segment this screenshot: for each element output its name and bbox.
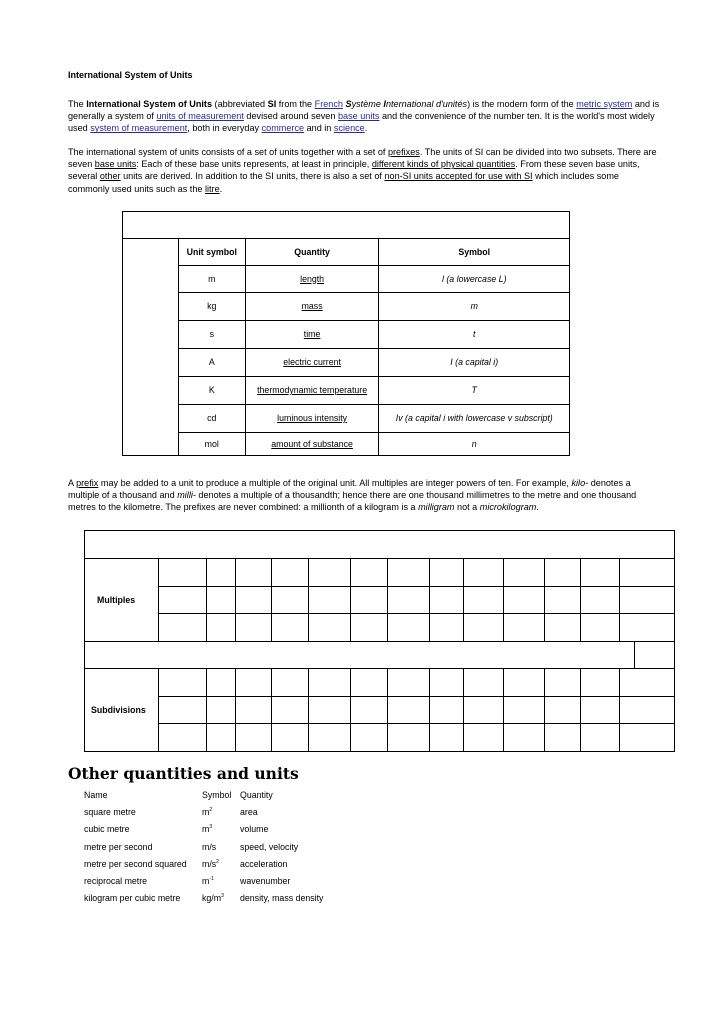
symbol-cell: n — [379, 433, 570, 456]
units-table-blank-row — [123, 212, 570, 239]
quantity-link[interactable]: luminous intensity — [277, 413, 348, 423]
header-quantity: Quantity — [240, 789, 273, 800]
link-base-units[interactable]: base units — [337, 111, 380, 122]
header-name: Name — [84, 789, 108, 800]
unit-cell: A — [178, 349, 245, 377]
quantity-link[interactable]: electric current — [283, 357, 341, 367]
table-row — [123, 377, 570, 405]
unit-cell: cd — [178, 405, 245, 433]
prefix-table-blank-row — [85, 531, 675, 559]
quantity-link[interactable]: mass — [301, 301, 323, 311]
link-system-of-measurement[interactable]: system of measurement — [90, 123, 188, 134]
link-commerce[interactable]: commerce — [261, 123, 305, 134]
quantity-cell: speed, velocity — [240, 841, 299, 852]
document-title: International System of Units — [68, 70, 193, 80]
quantity-cell: density, mass density — [240, 893, 324, 904]
units-table-blank-column — [123, 239, 179, 456]
unit-cell: K — [178, 377, 245, 405]
symbol-cell: $m/s^2$ — [202, 858, 219, 869]
quantity-cell[interactable] — [245, 377, 379, 405]
symbol-cell: $m^{-1}$ — [202, 876, 214, 887]
link-prefixes[interactable]: prefixes — [387, 147, 420, 157]
symbol-cell: $m^3$ — [202, 824, 213, 835]
unit-cell: s — [178, 321, 245, 349]
subdivisions-label: Subdivisions — [85, 669, 159, 752]
symbol-cell: $kg/m^3$ — [202, 893, 224, 904]
quantity-link[interactable]: time — [303, 329, 321, 339]
link-physical-quantities[interactable]: different kinds of physical quantities — [371, 159, 516, 170]
table-row — [123, 405, 570, 433]
name-cell: square metre — [84, 806, 136, 817]
prefix-table-divider-row — [85, 642, 635, 669]
symbol-cell: $m^2$ — [202, 806, 213, 817]
quantity-cell[interactable] — [245, 433, 379, 456]
table-row — [123, 349, 570, 377]
table-row — [123, 321, 570, 349]
prefix-paragraph: A prefix may be added to a unit to produce a multiple of the original unit. All multiples are integer powers of ten. For example, kilo- denotes a multiple of a thousand and milli- denotes a multiple of a thousandth; hence there are one thousand millimetres to the metre and one thousand metres to the kilometre. The prefixes are never combined: a millionth of a kilogram is a milligram not a microkilogram. — [68, 478, 637, 513]
name-cell: kilogram per cubic metre — [84, 893, 181, 904]
table-row — [123, 266, 570, 293]
table-row — [80, 890, 346, 907]
table-row — [80, 786, 346, 803]
symbol-cell: t — [379, 321, 570, 349]
header-symbol: Symbol — [379, 239, 570, 266]
quantity-cell[interactable] — [245, 293, 379, 321]
quantity-link[interactable]: length — [300, 273, 325, 284]
table-row — [80, 838, 346, 855]
link-units-of-measurement[interactable]: units of measurement — [156, 111, 244, 122]
name-cell: metre per second — [84, 841, 153, 852]
prefix-table — [84, 530, 675, 752]
symbol-cell: T — [379, 377, 570, 405]
header-quantity: Quantity — [245, 239, 379, 266]
multiples-label: Multiples — [85, 559, 159, 642]
table-row — [80, 821, 346, 838]
link-prefix[interactable]: prefix — [76, 478, 99, 488]
quantity-link[interactable]: amount of substance — [271, 438, 353, 449]
quantity-cell: acceleration — [240, 858, 288, 869]
quantity-link[interactable]: thermodynamic temperature — [257, 385, 368, 395]
quantity-cell[interactable] — [245, 405, 379, 433]
header-unit-symbol: Unit symbol — [178, 239, 245, 266]
units-paragraph: The international system of units consists of a set of units together with a set of prefixes. The units of SI can be divided into two subsets. There are seven base units: Each of these base units represents, at least in principle, different kinds of physical quantities. From these seven base units, several other units are derived. In addition to the SI units, there is also a set of non-SI units accepted for use with SI which includes some commonly used units such as the litre. — [68, 147, 657, 194]
link-other-units[interactable]: other — [99, 171, 121, 182]
link-french[interactable]: French — [314, 99, 343, 109]
unit-cell: m — [178, 266, 245, 293]
table-row — [123, 293, 570, 321]
intro-paragraph: The International System of Units (abbreviated SI from the French Système International d'unités) is the modern form of the metric system and is generally a system of units of measurement devised around seven base units and the convenience of the number ten. It is the world's most widely used system of measurement, both in everyday commerce and in science. — [68, 99, 660, 134]
unit-cell: mol — [178, 433, 245, 456]
link-non-si-units[interactable]: non-SI units accepted for use with SI — [384, 171, 533, 182]
link-metric-system[interactable]: metric system — [576, 99, 633, 109]
quantity-cell: volume — [240, 824, 269, 835]
quantity-cell[interactable] — [245, 349, 379, 377]
quantity-cell: wavenumber — [240, 876, 291, 887]
header-symbol: Symbol — [202, 789, 232, 800]
symbol-cell: I (a capital i) — [379, 349, 570, 377]
symbol-cell: Iv (a capital i with lowercase v subscript) — [379, 405, 570, 433]
table-row — [80, 803, 346, 820]
base-units-table — [122, 211, 570, 456]
link-litre[interactable]: litre — [204, 183, 220, 194]
quantity-cell[interactable] — [245, 321, 379, 349]
link-science[interactable]: science — [333, 123, 365, 134]
symbol-cell: m — [379, 293, 570, 321]
quantity-cell: area — [240, 806, 258, 817]
name-cell: reciprocal metre — [84, 876, 148, 887]
link-base-units-2[interactable]: base units — [94, 159, 137, 170]
symbol-cell: m/s — [202, 841, 217, 852]
name-cell: cubic metre — [84, 824, 130, 835]
unit-cell: kg — [178, 293, 245, 321]
table-row — [80, 872, 346, 889]
name-cell: metre per second squared — [84, 858, 187, 869]
symbol-cell: l (a lowercase L) — [379, 266, 570, 293]
table-row — [123, 433, 570, 456]
table-row — [80, 855, 346, 872]
other-units-table — [80, 786, 346, 907]
quantity-cell[interactable] — [245, 266, 379, 293]
other-units-heading: Other quantities and units — [68, 764, 299, 783]
